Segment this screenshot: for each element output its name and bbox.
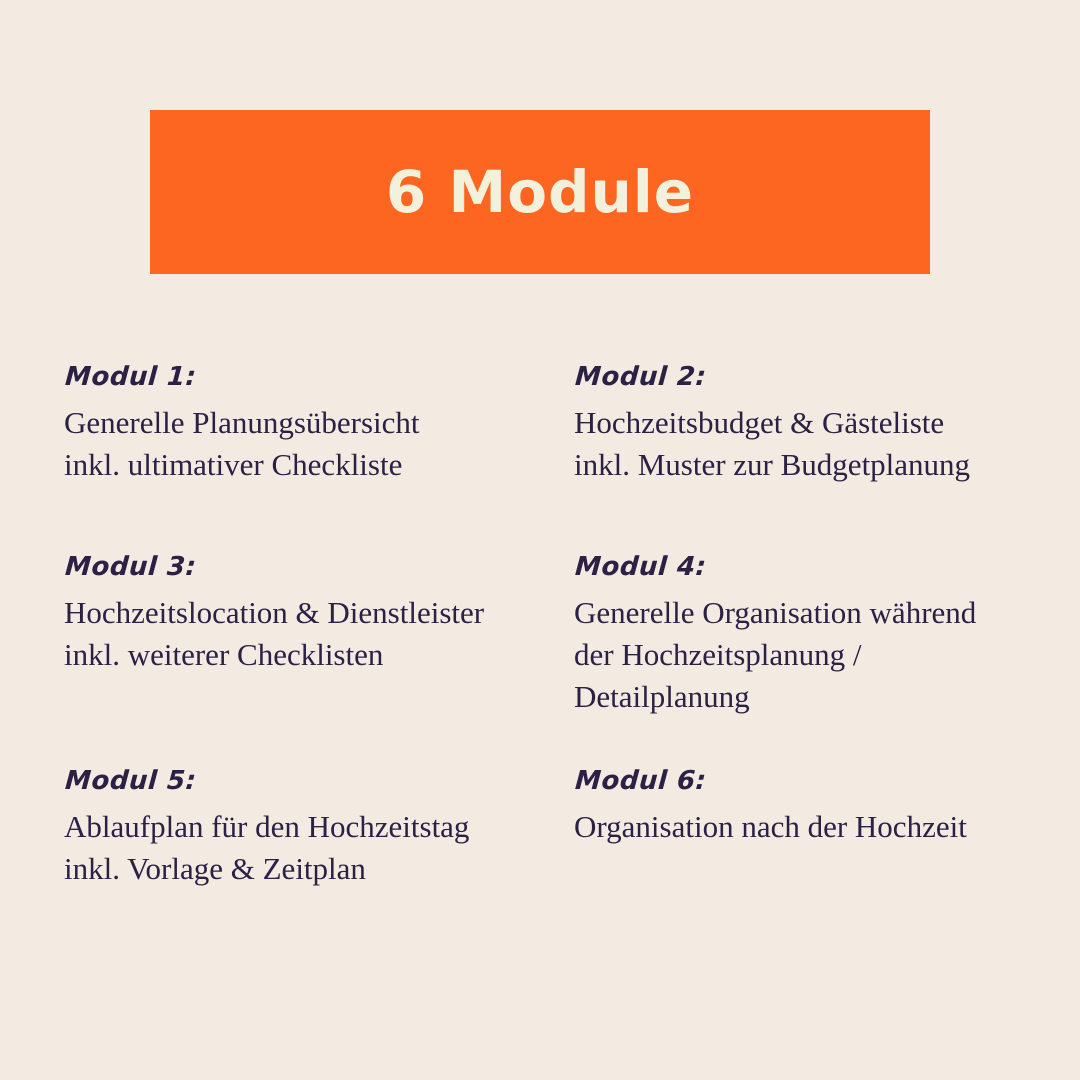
module-4-description-line: Generelle Organisation während bbox=[574, 595, 977, 630]
module-card-5 bbox=[64, 764, 542, 890]
module-card-4 bbox=[574, 550, 1052, 718]
module-4-label: Modul 4: bbox=[574, 552, 708, 582]
module-1-description-line: Generelle Planungsübersicht bbox=[64, 405, 420, 440]
page-title: 6 Module bbox=[385, 158, 695, 226]
module-card-2 bbox=[574, 360, 1052, 486]
title-banner bbox=[150, 110, 930, 274]
module-5-description-line: Ablaufplan für den Hochzeitstag bbox=[64, 809, 470, 844]
module-1-label: Modul 1: bbox=[64, 362, 198, 392]
module-1-description-line: inkl. ultimativer Checkliste bbox=[64, 447, 403, 482]
module-4-description-line: Detailplanung bbox=[574, 679, 750, 714]
module-3-label: Modul 3: bbox=[64, 552, 198, 582]
module-2-description-line: Hochzeitsbudget & Gästeliste bbox=[574, 405, 945, 440]
module-3-description-line: inkl. weiterer Checklisten bbox=[64, 637, 384, 672]
module-4-description-line: der Hochzeitsplanung / bbox=[574, 637, 862, 672]
module-card-6 bbox=[574, 764, 1052, 848]
module-card-3 bbox=[64, 550, 542, 676]
module-card-1 bbox=[64, 360, 542, 486]
module-6-label: Modul 6: bbox=[574, 766, 708, 796]
module-5-label: Modul 5: bbox=[64, 766, 198, 796]
module-5-description-line: inkl. Vorlage & Zeitplan bbox=[64, 851, 366, 886]
module-2-description-line: inkl. Muster zur Budgetplanung bbox=[574, 447, 971, 482]
module-3-description-line: Hochzeitslocation & Dienstleister bbox=[64, 595, 485, 630]
module-6-description-line: Organisation nach der Hochzeit bbox=[574, 809, 967, 844]
module-2-label: Modul 2: bbox=[574, 362, 708, 392]
